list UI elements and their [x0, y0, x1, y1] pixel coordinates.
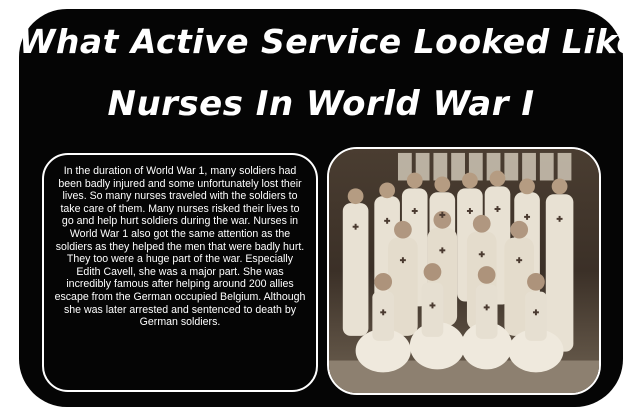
nurses-photo — [327, 147, 601, 395]
body-paragraph: In the duration of World War 1, many soldiers had been badly injured and some unfortunately lost their lives. So many nurses traveled with the soldiers to take care of them. Many nurses risked their lives to go and help hurt soldiers during the war. Nurses in World War 1 also got the same attention as the soldiers as they helped the men that were badly hurt. They too were a huge part of the war. Especially Edith Cavell, she was a major part. She was incredibly famous after helping around 200 allies escape from the German occupied Belgium. Although she was later arrested and sentenced to death by German soldiers. — [54, 165, 306, 329]
historical-photo-icon — [329, 149, 599, 393]
title-line-1: What Active Service Looked Like — [19, 22, 640, 61]
text-panel — [42, 153, 318, 392]
title-line-2: Nurses In World War I — [107, 84, 535, 124]
